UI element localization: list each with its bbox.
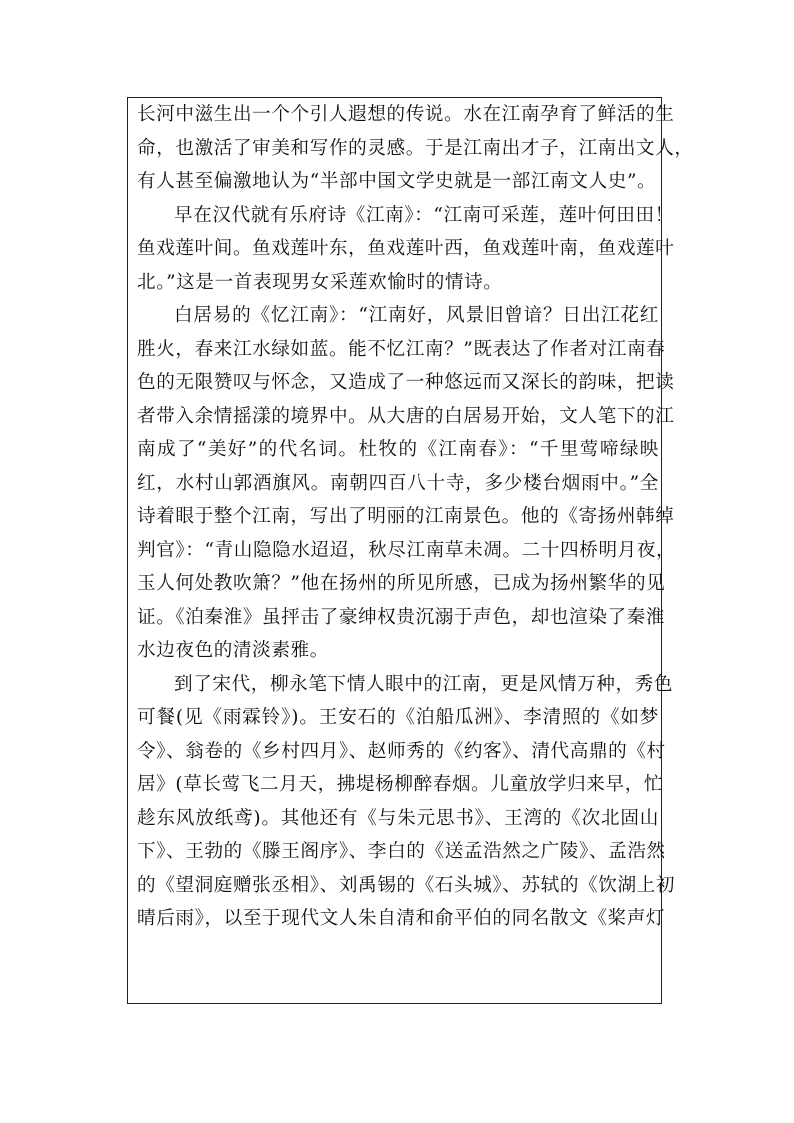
text-line: 色的无限赞叹与怀念，又造成了一种悠远而又深长的韵味，把读 [137,372,675,393]
text-line: 早在汉代就有乐府诗《江南》：“江南可采莲，莲叶何田田！ [174,204,674,226]
text-line: 趁东风放纸鸢)。其他还有《与朱元思书》、王湾的《次北固山 [137,807,659,829]
text-line: 居》(草长莺飞二月天，拂堤杨柳醉春烟。儿童放学归来早，忙 [137,774,664,795]
text-line: 玉人何处教吹箫？”他在扬州的所见所感，已成为扬州繁华的见 [137,573,666,594]
text-line: 鱼戏莲叶间。鱼戏莲叶东，鱼戏莲叶西，鱼戏莲叶南，鱼戏莲叶 [137,238,675,259]
text-line: 晴后雨》，以至于现代文人朱自清和俞平伯的同名散文《桨声灯 [137,908,666,929]
document-body [137,98,694,936]
text-line: 令》、翁卷的《乡村四月》、赵师秀的《约客》、清代高鼎的《村 [137,740,666,762]
text-line: 判官》：“青山隐隐水迢迢，秋尽江南草未凋。二十四桥明月夜， [137,539,676,561]
text-line: 可餐(见《雨霖铃》)。王安石的《泊船瓜洲》、李清照的《如梦 [137,707,659,728]
text-line: 诗着眼于整个江南，写出了明丽的江南景色。他的《寄扬州韩绰 [137,506,675,527]
text-line: 长河中滋生出一个个引人遐想的传说。水在江南孕育了鲜活的生 [137,104,675,125]
text-line: 白居易的《忆江南》：“江南好，风景旧曾谙？日出江花红 [174,305,659,326]
text-line: 水边夜色的清淡素雅。 [137,640,329,661]
text-line: 命，也激活了审美和写作的灵感。于是江南出才子，江南出文人， [137,137,694,159]
text-line: 者带入余情摇漾的境界中。从大唐的白居易开始，文人笔下的江 [137,405,675,427]
text-line: 红，水村山郭酒旗风。南朝四百八十寺，多少楼台烟雨中。”全 [137,472,659,494]
text-line: 北。”这是一首表现男女采莲欢愉时的情诗。 [137,271,503,293]
text-line: 南成了“美好”的代名词。杜牧的《江南春》：“千里莺啼绿映 [137,439,659,460]
text-line: 有人甚至偏激地认为“半部中国文学史就是一部江南文人史”。 [137,171,657,192]
text-line: 到了宋代，柳永笔下情人眼中的江南，更是风情万种，秀色 [174,673,674,695]
text-line: 的《望洞庭赠张丞相》、刘禹锡的《石头城》、苏轼的《饮湖上初 [137,874,676,896]
text-line: 胜火，春来江水绿如蓝。能不忆江南？”既表达了作者对江南春 [137,338,666,360]
text-line: 下》、王勃的《滕王阁序》、李白的《送孟浩然之广陵》、孟浩然 [137,841,666,862]
text-line: 证。《泊秦淮》虽抨击了豪绅权贵沉溺于声色，却也渲染了秦淮 [137,606,666,628]
